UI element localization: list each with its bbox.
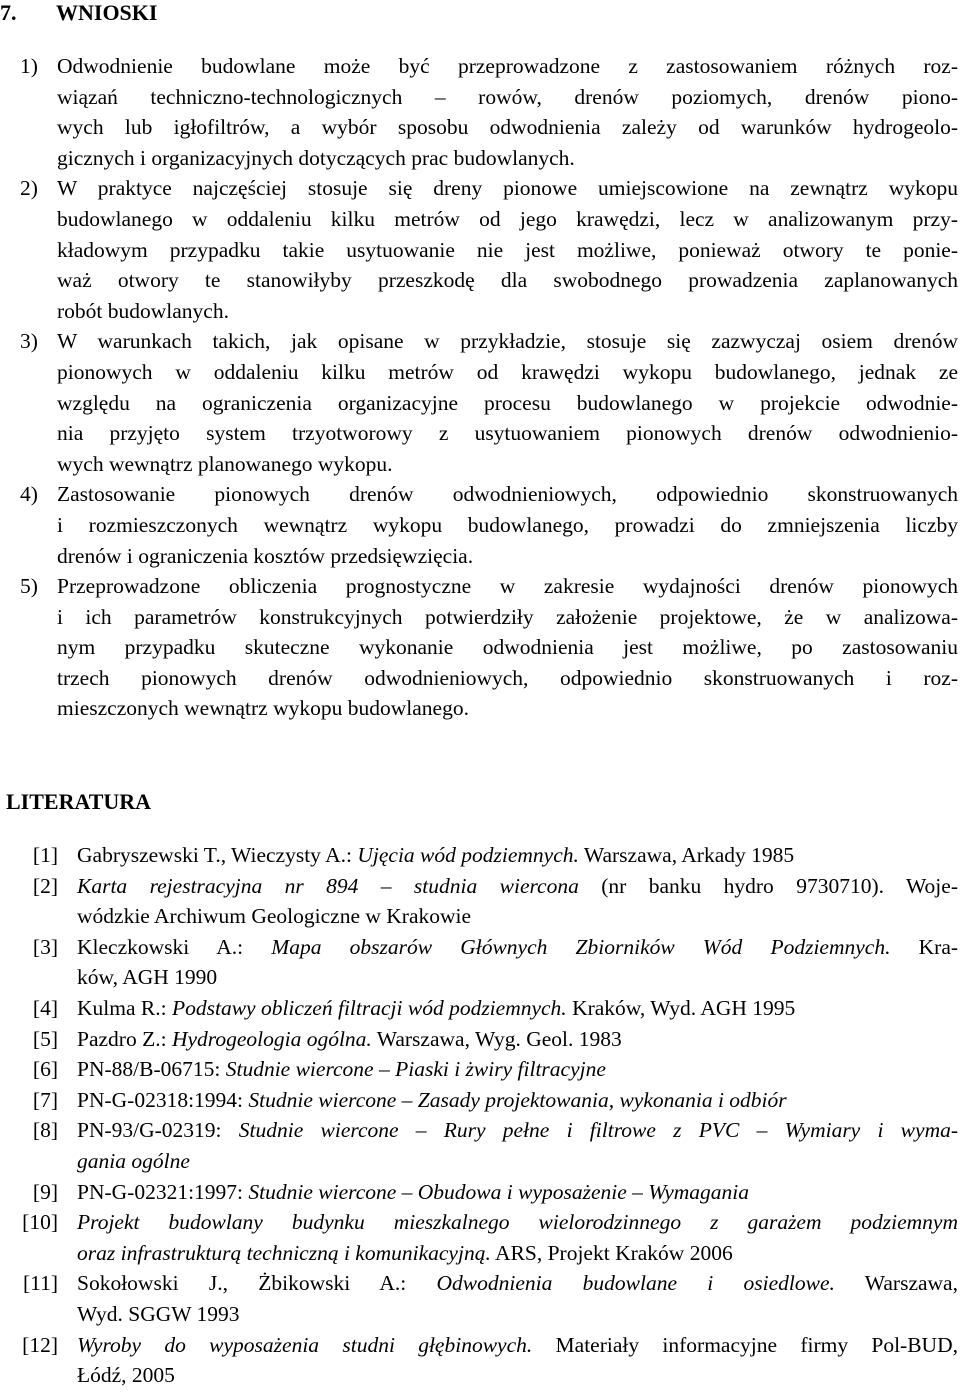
reference-text <box>77 1024 958 1055</box>
reference-number: [3] <box>32 934 58 959</box>
text-run: PN-G-02321:1997: <box>77 1179 249 1204</box>
conclusion-number: 2) <box>20 176 38 201</box>
text-line <box>77 1146 958 1177</box>
italic-title: Studnie wiercone – Obudowa i wyposażenie – Wymagania <box>248 1179 750 1204</box>
reference-item <box>0 871 960 932</box>
conclusion-text <box>57 479 958 571</box>
italic-title: Ujęcia wód podziemnych. <box>357 843 579 867</box>
conclusion-item <box>0 173 960 326</box>
reference-number: [12] <box>22 1332 58 1357</box>
text-line <box>77 901 958 932</box>
text-run: PN-93/G-02319: <box>77 1118 239 1143</box>
reference-item <box>0 840 960 871</box>
reference-number: [2] <box>32 873 58 898</box>
text-run: Wyd. SGGW 1993 <box>77 1301 240 1326</box>
text-line: wiązań techniczno-technologicznych – rowów, drenów poziomych, drenów piono- <box>57 84 958 109</box>
conclusion-item <box>0 571 960 724</box>
text-run: PN-88/B-06715: <box>77 1057 226 1082</box>
conclusion-number: 5) <box>20 574 38 599</box>
conclusion-number: 4) <box>20 482 38 507</box>
text-line <box>77 1177 958 1208</box>
text-run: Sokołowski J., Żbikowski A.: <box>77 1271 437 1296</box>
text-line: W warunkach takich, jak opisane w przykładzie, stosuje się zazwyczaj osiem drenów <box>57 329 958 354</box>
text-line: pionowych w oddaleniu kilku metrów od krawędzi wykopu budowlanego, jednak ze <box>57 359 958 384</box>
conclusion-item <box>0 326 960 479</box>
text-run: wódzkie Archiwum Geologiczne w Krakowie <box>77 904 472 929</box>
italic-title: Projekt budowlany budynku mieszkalnego wielorodzinnego z garażem podziemnym <box>77 1210 958 1235</box>
text-line: waż otwory te stanowiłyby przeszkodę dla swobodnego prowadzenia zaplanowanych <box>57 268 958 293</box>
text-line: gicznych i organizacyjnych dotyczących prac budowlanych. <box>57 145 575 170</box>
text-line: W praktyce najczęściej stosuje się dreny pionowe umiejscowione na zewnątrz wykopu <box>57 176 958 201</box>
text-line <box>77 840 958 871</box>
text-run: (nr banku hydro 9730710). Woje- <box>578 873 958 898</box>
reference-text <box>77 993 958 1024</box>
reference-text <box>77 1268 958 1329</box>
text-line: wych lub igłofiltrów, a wybór sposobu odwodnienia zależy od warunków hydrogeolo- <box>57 115 958 140</box>
text-line: nia przyjęto system trzyotworowy z usytuowaniem pionowych drenów odwodnienio- <box>57 421 958 446</box>
reference-number: [10] <box>22 1210 58 1235</box>
text-line <box>77 932 958 963</box>
text-line: względu na ograniczenia organizacyjne procesu budowlanego w projekcie odwodnie- <box>57 390 958 415</box>
reference-text <box>77 1207 958 1268</box>
italic-title: oraz infrastrukturą techniczną i komunikacyjną. <box>77 1240 491 1265</box>
italic-title: gania ogólne <box>77 1148 190 1173</box>
text-line <box>77 1330 958 1361</box>
section-number: 7. <box>0 0 17 25</box>
literature-heading: LITERATURA <box>6 789 152 814</box>
reference-number: [8] <box>32 1118 58 1143</box>
text-run: Kleczkowski A.: <box>77 934 272 959</box>
reference-number: [11] <box>22 1271 58 1296</box>
reference-item <box>0 932 960 993</box>
text-run: Kraków, Wyd. AGH 1995 <box>566 995 796 1020</box>
text-run: Kra- <box>890 934 959 959</box>
text-line <box>77 1115 958 1146</box>
text-run: Materiały informacyjne firmy Pol-BUD, <box>532 1332 958 1357</box>
text-line: i rozmieszczonych wewnątrz wykopu budowlanego, prowadzi do zmniejszenia liczby <box>57 512 958 537</box>
text-run: Łódź, 2005 <box>77 1363 175 1388</box>
conclusion-number: 1) <box>20 54 38 78</box>
text-line: i ich parametrów konstrukcyjnych potwierdziły założenie projektowe, że w analizowa- <box>57 604 958 629</box>
text-line <box>77 1360 958 1391</box>
text-line <box>77 1207 958 1238</box>
text-line <box>77 1268 958 1299</box>
reference-item <box>0 1024 960 1055</box>
text-run: Kulma R.: <box>77 995 172 1020</box>
italic-title: Karta rejestracyjna nr 894 – studnia wiercona <box>77 873 579 898</box>
text-run: Pazdro Z.: <box>77 1026 172 1051</box>
reference-item <box>0 1054 960 1085</box>
text-line: Przeprowadzone obliczenia prognostyczne w zakresie wydajności drenów pionowych <box>57 574 958 599</box>
conclusion-text <box>57 51 958 173</box>
reference-item <box>0 1115 960 1176</box>
references-list <box>0 840 960 1391</box>
text-line <box>77 871 958 902</box>
text-run: Gabryszewski T., Wieczysty A.: <box>77 843 358 867</box>
italic-title: Studnie wiercone – Zasady projektowania, wykonania i odbiór <box>248 1087 787 1112</box>
text-line: Zastosowanie pionowych drenów odwodnieniowych, odpowiednio skonstruowanych <box>57 482 958 507</box>
reference-item <box>0 1207 960 1268</box>
reference-text <box>77 1085 958 1116</box>
conclusion-text <box>57 173 958 326</box>
reference-item <box>0 1330 960 1391</box>
text-line: mieszczonych wewnątrz wykopu budowlanego. <box>57 696 469 721</box>
text-line: drenów i ograniczenia kosztów przedsięwzięcia. <box>57 543 474 568</box>
italic-title: Odwodnienia budowlane i osiedlowe. <box>436 1271 835 1296</box>
text-line: nym przypadku skuteczne wykonanie odwodnienia jest możliwe, po zastosowaniu <box>57 635 958 660</box>
text-run: ARS, Projekt Kraków 2006 <box>490 1240 733 1265</box>
reference-item <box>0 1085 960 1116</box>
italic-title: Wyroby do wyposażenia studni głębinowych. <box>77 1332 533 1357</box>
conclusion-number: 3) <box>20 329 38 354</box>
reference-number: [4] <box>32 995 58 1020</box>
conclusion-text <box>57 571 958 724</box>
conclusion-item <box>0 51 960 173</box>
section-title: WNIOSKI <box>56 0 158 25</box>
text-run: Warszawa, Arkady 1985 <box>578 843 795 867</box>
text-run: Warszawa, <box>834 1271 958 1296</box>
reference-text <box>77 871 958 932</box>
reference-number: [1] <box>32 843 58 867</box>
conclusion-text <box>57 326 958 479</box>
text-run: ków, AGH 1990 <box>77 965 218 990</box>
reference-text <box>77 932 958 993</box>
section-heading <box>0 0 157 26</box>
reference-text <box>77 1330 958 1391</box>
text-line <box>77 1054 958 1085</box>
italic-title: Studnie wiercone – Rury pełne i filtrowe z PVC – Wymiary i wyma- <box>238 1118 959 1143</box>
reference-number: [6] <box>32 1057 58 1082</box>
italic-title: Studnie wiercone – Piaski i żwiry filtracyjne <box>225 1057 606 1082</box>
text-line <box>77 1238 958 1269</box>
text-line: trzech pionowych drenów odwodnieniowych, odpowiednio skonstruowanych i roz- <box>57 665 958 690</box>
reference-text <box>77 1177 958 1208</box>
reference-item <box>0 1177 960 1208</box>
reference-text <box>77 1054 958 1085</box>
reference-number: [9] <box>32 1179 58 1204</box>
conclusions-list <box>0 51 960 724</box>
text-line <box>77 1085 958 1116</box>
text-line: robót budowlanych. <box>57 298 229 323</box>
reference-text <box>77 840 958 871</box>
text-run: PN-G-02318:1994: <box>77 1087 249 1112</box>
text-line: Odwodnienie budowlane może być przeprowadzone z zastosowaniem różnych roz- <box>57 54 958 78</box>
text-line: kładowym przypadku takie usytuowanie nie jest możliwe, ponieważ otwory te ponie- <box>57 237 958 262</box>
text-line <box>77 1299 958 1330</box>
reference-text <box>77 1115 958 1176</box>
conclusion-item <box>0 479 960 571</box>
text-run: Warszawa, Wyg. Geol. 1983 <box>371 1026 622 1051</box>
reference-item <box>0 993 960 1024</box>
text-line <box>77 1024 958 1055</box>
italic-title: Mapa obszarów Głównych Zbiorników Wód Podziemnych. <box>271 934 891 959</box>
text-line: budowlanego w oddaleniu kilku metrów od jego krawędzi, lecz w analizowanym przy- <box>57 206 958 231</box>
italic-title: Podstawy obliczeń filtracji wód podziemnych. <box>171 995 567 1020</box>
reference-number: [5] <box>32 1026 58 1051</box>
text-line: wych wewnątrz planowanego wykopu. <box>57 451 393 476</box>
reference-item <box>0 1268 960 1329</box>
reference-number: [7] <box>32 1087 58 1112</box>
text-line <box>77 993 958 1024</box>
text-line <box>77 962 958 993</box>
italic-title: Hydrogeologia ogólna. <box>171 1026 372 1051</box>
